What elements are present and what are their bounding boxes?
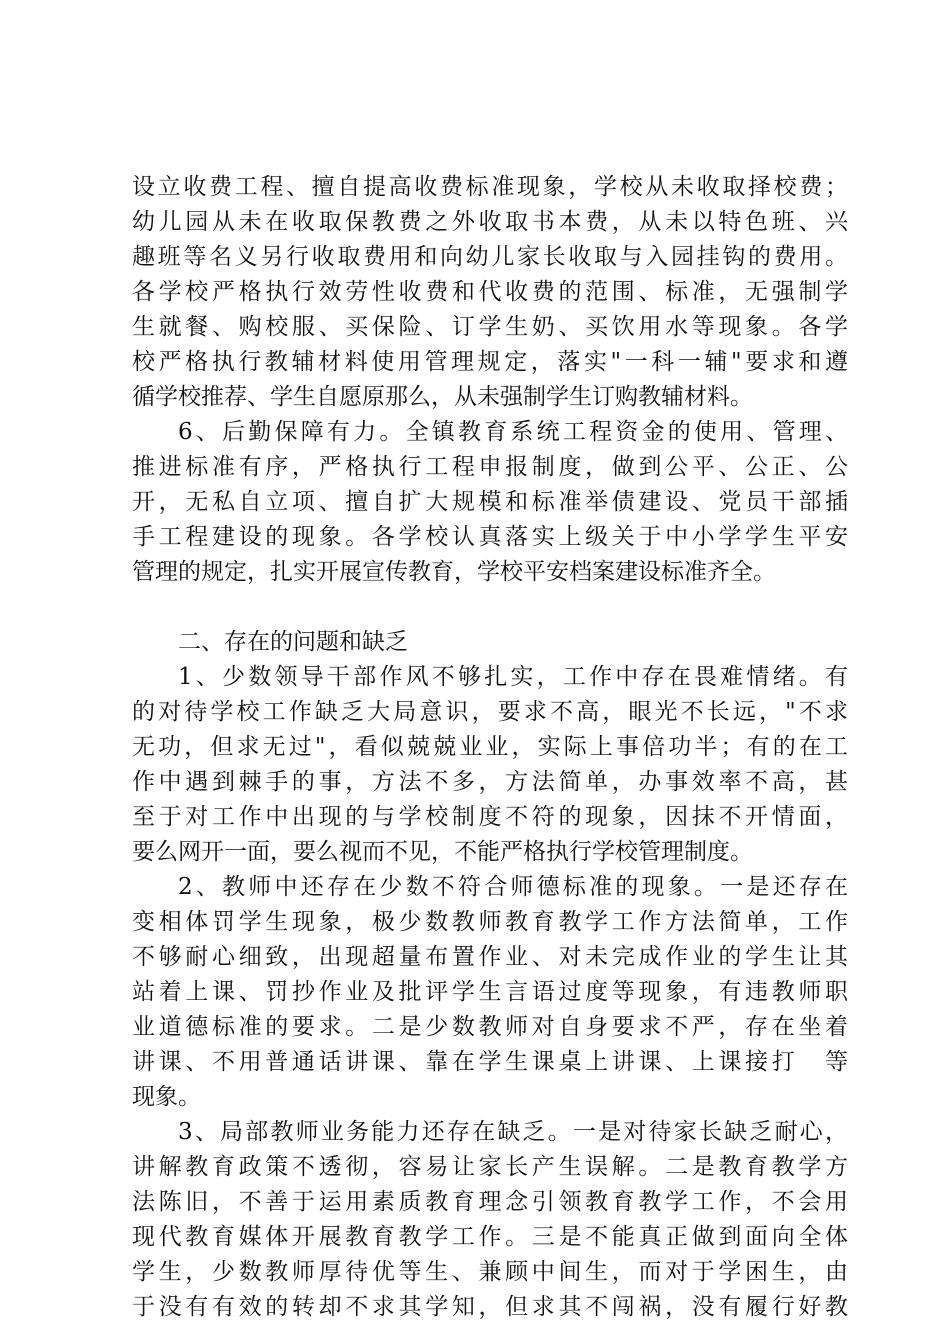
paragraph — [132, 415, 848, 590]
text-line: 讲解教育政策不透彻，容易让家长产生误解。二是教育教学方 — [132, 1154, 848, 1180]
text-line: 法陈旧，不善于运用素质教育理念引领教育教学工作，不会用 — [132, 1189, 848, 1215]
text-line: 现代教育媒体开展教育教学工作。三是不能真正做到面向全体 — [132, 1224, 848, 1250]
paragraph-gap — [132, 590, 848, 625]
text-line: 推进标准有序，严格执行工程申报制度，做到公平、公正、公 — [132, 454, 848, 480]
heading-line: 二、存在的问题和缺乏 — [178, 629, 408, 655]
paragraph — [132, 870, 848, 1115]
text-line: 讲课、不用普通话讲课、靠在学生课桌上讲课、上课接打 等 — [132, 1049, 848, 1075]
text-line: 业道德标准的要求。二是少数教师对自身要求不严，存在坐着 — [132, 1014, 848, 1040]
text-line: 幼儿园从未在收取保教费之外收取书本费，从未以特色班、兴 — [132, 209, 848, 235]
text-line: 6、后勤保障有力。全镇教育系统工程资金的使用、管理、 — [178, 419, 848, 445]
text-line: 学生，少数教师厚待优等生、兼顾中间生，而对于学困生，由 — [132, 1259, 848, 1285]
text-line: 现象。 — [132, 1084, 201, 1110]
text-line: 生就餐、购校服、买保险、订学生奶、买饮用水等现象。各学 — [132, 314, 848, 340]
text-line: 2、教师中还存在少数不符合师德标准的现象。一是还存在 — [178, 874, 848, 900]
text-line: 至于对工作中出现的与学校制度不符的现象，因抹不开情面， — [132, 804, 848, 830]
section-heading — [132, 625, 848, 660]
text-line: 循学校推荐、学生自愿原那么，从未强制学生订购教辅材料。 — [132, 384, 753, 410]
text-line: 设立收费工程、擅自提高收费标准现象，学校从未收取择校费； — [132, 174, 848, 200]
paragraph — [132, 170, 848, 415]
text-line: 无功，但求无过"，看似兢兢业业，实际上事倍功半；有的在工 — [132, 734, 848, 760]
text-line: 变相体罚学生现象，极少数教师教育教学工作方法简单，工作 — [132, 909, 848, 935]
text-line: 3、局部教师业务能力还存在缺乏。一是对待家长缺乏耐心， — [178, 1119, 848, 1145]
text-line: 管理的规定，扎实开展宣传教育，学校平安档案建设标准齐全。 — [132, 559, 776, 585]
text-line: 要么网开一面，要么视而不见，不能严格执行学校管理制度。 — [132, 839, 753, 865]
text-line: 不够耐心细致，出现超量布置作业、对未完成作业的学生让其 — [132, 944, 848, 970]
text-line: 校严格执行教辅材料使用管理规定，落实"一科一辅"要求和遵 — [132, 349, 848, 375]
text-line: 站着上课、罚抄作业及批评学生言语过度等现象，有违教师职 — [132, 979, 848, 1005]
paragraph — [132, 660, 848, 870]
text-line: 的对待学校工作缺乏大局意识，要求不高，眼光不长远，"不求 — [132, 699, 848, 725]
document-page — [132, 170, 848, 1325]
text-line: 于没有有效的转却不求其学知，但求其不闯祸，没有履行好教 — [132, 1294, 848, 1320]
text-line: 作中遇到棘手的事，方法不多，方法简单，办事效率不高，甚 — [132, 769, 848, 795]
text-line: 趣班等名义另行收取费用和向幼儿家长收取与入园挂钩的费用。 — [132, 244, 848, 270]
paragraph — [132, 1115, 848, 1325]
text-line: 开，无私自立项、擅自扩大规模和标准举债建设、党员干部插 — [132, 489, 848, 515]
text-line: 各学校严格执行效劳性收费和代收费的范围、标准，无强制学 — [132, 279, 848, 305]
text-line: 手工程建设的现象。各学校认真落实上级关于中小学学生平安 — [132, 524, 848, 550]
text-line: 1、少数领导干部作风不够扎实，工作中存在畏难情绪。有 — [178, 664, 848, 690]
